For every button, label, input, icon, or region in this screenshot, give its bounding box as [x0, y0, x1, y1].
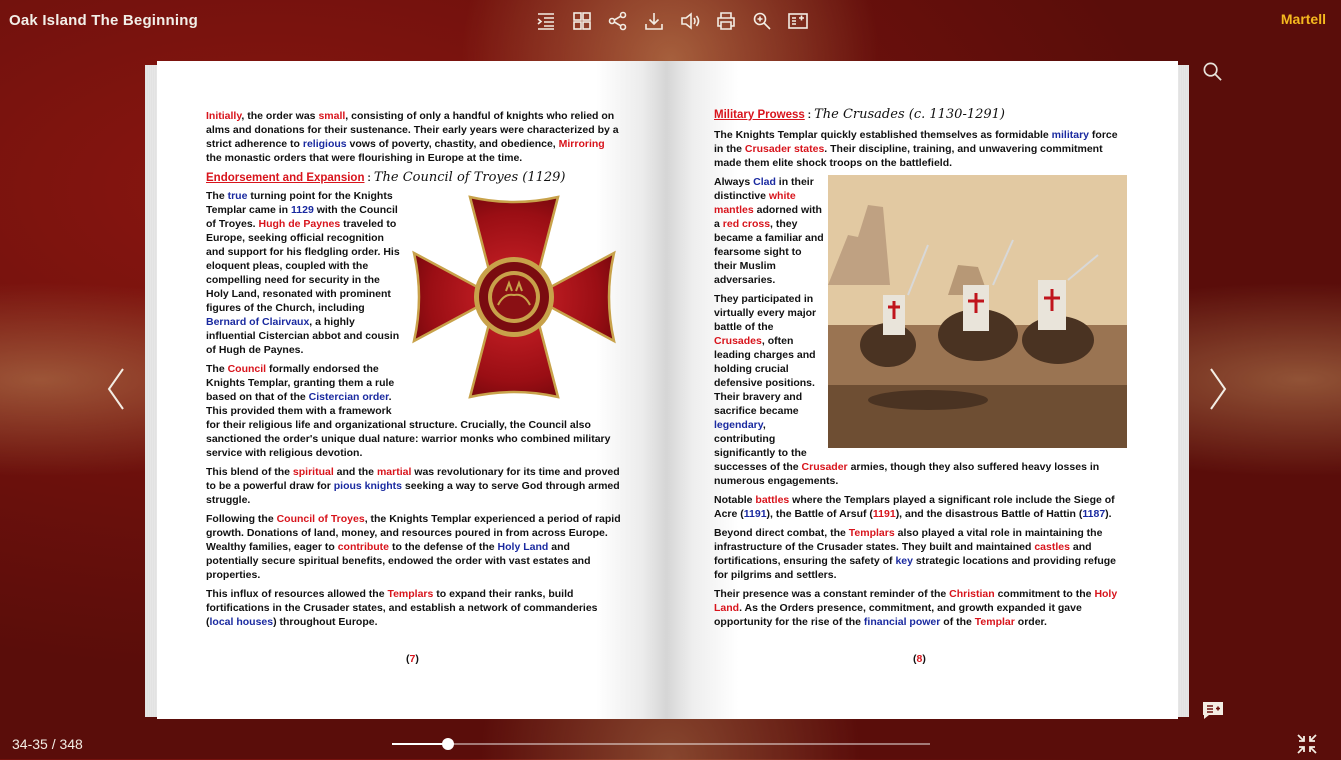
highlight-red: Council of Troyes: [276, 513, 365, 525]
left-page-number: (7): [406, 653, 419, 665]
text-run: This influx of resources allowed the: [206, 588, 388, 600]
highlight-blue: Bernard of Clairvaux: [206, 316, 310, 328]
print-icon: [715, 10, 737, 32]
text-run: , the Knights Templar experienced a period of rapid growth. Donations of land, money, and resources poured in from across Europe. Wealthy families, eager to: [206, 513, 621, 553]
sound-button[interactable]: [672, 7, 708, 35]
text-run: They participated in virtually every major battle of the: [714, 293, 817, 333]
text-run: ), and the disastrous Battle of Hattin (: [895, 508, 1083, 520]
highlight-blue: religious: [302, 138, 347, 150]
heading-military-prowess: Military Prowess: [714, 109, 805, 121]
text-run: formally endorsed the Knights Templar, granting them a rule based on that of the: [206, 363, 395, 403]
highlight-red: Templars: [387, 588, 434, 600]
text-run: ).: [1105, 508, 1112, 520]
highlight-red: Crusader states: [744, 143, 825, 155]
right-paragraph-5: [714, 526, 1127, 582]
zoom-button[interactable]: [744, 7, 780, 35]
top-bar: [0, 0, 1341, 42]
notes-button[interactable]: [780, 7, 816, 35]
chevron-left-icon: [105, 366, 127, 412]
search-button[interactable]: [1202, 61, 1224, 83]
text-run: , they became a familiar and fearsome sight to their Muslim adversaries.: [714, 218, 824, 286]
text-run: and the: [333, 466, 377, 478]
exit-fullscreen-button[interactable]: [1296, 733, 1318, 755]
text-run: strategic locations and providing refuge for pilgrims and settlers.: [714, 555, 1117, 581]
highlight-red: battles: [755, 494, 790, 506]
text-run: to the defense of the: [389, 541, 498, 553]
comment-add-icon: [1201, 700, 1225, 720]
text-run: Following the: [206, 513, 277, 525]
text-run: The: [206, 190, 228, 202]
highlight-red: Mirroring: [558, 138, 605, 150]
chevron-right-icon: [1207, 366, 1229, 412]
highlight-blue: military: [1051, 129, 1090, 141]
highlight-red: white mantles: [714, 190, 796, 216]
download-icon: [643, 10, 665, 32]
text-run: ) throughout Europe.: [273, 616, 378, 628]
highlight-blue: Cistercian order: [308, 391, 389, 403]
print-button[interactable]: [708, 7, 744, 35]
text-run: , often leading charges and holding crucial defensive positions. Their bravery and sacrifice became: [714, 335, 816, 417]
add-annotation-button[interactable]: [1201, 700, 1225, 720]
text-run: . This provided them with a framework for their religious life and organizational structure. Crucially, the Council also sanctioned the order's unique dual nature: warrior monks who combined military service with religious devotion.: [206, 391, 611, 459]
next-page-button[interactable]: [1207, 366, 1229, 412]
notes-icon: [787, 10, 809, 32]
text-run: seeking a way to serve God through armed struggle.: [206, 480, 620, 506]
highlight-red: martial: [376, 466, 412, 478]
text-run: vows of poverty, chastity, and obedience,: [346, 138, 559, 150]
text-run: . As the Orders presence, commitment, and growth expanded it gave opportunity for the rise of the: [714, 602, 1082, 628]
highlight-red: Hugh de Paynes: [258, 218, 341, 230]
left-page[interactable]: [157, 61, 668, 719]
templar-cross-icon: [406, 189, 622, 405]
highlight-blue: legendary: [714, 419, 763, 431]
subheading-council: The Council of Troyes (1129): [373, 170, 566, 185]
heading-endorsement: Endorsement and Expansion: [206, 172, 365, 184]
zoom-icon: [751, 10, 773, 32]
text-run: the monastic orders that were flourishing in Europe at the time.: [206, 152, 523, 164]
highlight-red: Crusades: [714, 335, 762, 347]
text-run: , the order was: [241, 110, 319, 122]
text-run: adorned with a: [714, 204, 822, 230]
text-run: turning point for the Knights Templar came in: [206, 190, 393, 216]
text-run: Notable: [714, 494, 756, 506]
highlight-red: 1191: [872, 508, 896, 520]
left-paragraph-1: [206, 109, 622, 165]
search-icon: [1202, 61, 1223, 82]
highlight-red: Council: [227, 363, 267, 375]
text-run: where the Templars played a significant role include the Siege of Acre (: [714, 494, 1115, 520]
previous-page-button[interactable]: [105, 366, 127, 412]
thumbnails-button[interactable]: [564, 7, 600, 35]
highlight-blue: true: [227, 190, 248, 202]
text-run: to expand their ranks, build fortifications in the Crusader states, and establish a network of commanderies (: [206, 588, 598, 628]
text-run: , contributing significantly to the successes of the: [714, 419, 807, 473]
battle-scene-icon: [828, 175, 1127, 448]
brand-logo[interactable]: Martell: [1280, 11, 1326, 27]
highlight-red: Holy Land: [714, 588, 1118, 614]
right-section-heading: Military Prowess : The Crusades (c. 1130-1291): [714, 107, 1006, 122]
right-page-edge: [1177, 65, 1189, 717]
left-paragraph-6: [206, 587, 622, 629]
bottom-bar: [0, 726, 1341, 759]
share-icon: [607, 10, 629, 32]
right-page[interactable]: [667, 61, 1178, 719]
right-paragraph-6: [714, 587, 1127, 629]
text-run: in their distinctive: [714, 176, 814, 202]
highlight-blue: pious knights: [333, 480, 403, 492]
highlight-red: contribute: [337, 541, 390, 553]
highlight-red: red cross: [722, 218, 771, 230]
sound-icon: [679, 10, 701, 32]
text-run: , consisting of only a handful of knights who relied on alms and donations for their sustenance. Their early years were characterized by a strict adherence to: [206, 110, 619, 150]
subheading-crusades: The Crusades (c. 1130-1291): [814, 107, 1006, 122]
text-run: also played a vital role in maintaining the infrastructure of the Crusader states. They built and maintained: [714, 527, 1103, 553]
text-run: Beyond direct combat, the: [714, 527, 849, 539]
templar-cross-image: [406, 189, 622, 405]
text-run: and fortifications, ensuring the safety of: [714, 541, 1092, 567]
text-run: commitment to the: [994, 588, 1095, 600]
highlight-red: Templars: [848, 527, 895, 539]
highlight-blue: 1129: [291, 204, 314, 216]
book-spread: [145, 61, 1189, 719]
thumbnails-icon: [571, 10, 593, 32]
highlight-red: Christian: [949, 588, 995, 600]
highlight-blue: Clad: [753, 176, 776, 188]
text-run: Their presence was a constant reminder of the: [714, 588, 950, 600]
highlight-red: Templar: [974, 616, 1015, 628]
highlight-blue: key: [895, 555, 913, 567]
text-run: This blend of the: [206, 466, 293, 478]
highlight-red: small: [318, 110, 346, 122]
text-run: armies, though they also suffered heavy losses in numerous engagements.: [714, 461, 1100, 487]
left-paragraph-4: [206, 465, 622, 507]
exit-fullscreen-icon: [1296, 733, 1318, 755]
book-title: Oak Island The Beginning: [9, 12, 198, 29]
toc-icon: [535, 10, 557, 32]
text-run: order.: [1014, 616, 1047, 628]
highlight-blue: Holy Land: [497, 541, 549, 553]
left-paragraph-5: [206, 512, 622, 582]
text-run: The: [206, 363, 228, 375]
highlight-red: Crusader: [801, 461, 848, 473]
text-run: with the Council of Troyes.: [206, 204, 398, 230]
toolbar: [528, 7, 816, 35]
left-page-edge: [145, 65, 157, 717]
highlight-blue: 1191: [743, 508, 767, 520]
crusade-battle-image: [828, 175, 1127, 448]
highlight-blue: financial power: [863, 616, 941, 628]
text-run: traveled to Europe, seeking official recognition and support for his fledgling order. His eloquent pleas, coupled with the compelling need for security in the Holy Land, resonated with prominent figures of the Church, including: [206, 218, 400, 314]
text-run: Always: [714, 176, 754, 188]
highlight-red: spiritual: [292, 466, 334, 478]
text-run: , a highly influential Cistercian abbot and cousin of Hugh de Paynes.: [206, 316, 400, 356]
highlight-blue: local houses: [209, 616, 274, 628]
text-run: and potentially secure spiritual benefits, endowed the order with vast estates and properties.: [206, 541, 591, 581]
toc-button[interactable]: [528, 7, 564, 35]
page-slider[interactable]: [392, 743, 930, 745]
page-slider-handle[interactable]: [442, 738, 454, 750]
text-run: . Their discipline, training, and unwavering commitment made them elite shock troops on the battlefield.: [714, 143, 1103, 169]
highlight-red: Initially: [206, 110, 242, 122]
text-run: of the: [940, 616, 975, 628]
right-paragraph-1: [714, 128, 1127, 170]
right-page-number: (8): [913, 653, 926, 665]
share-button[interactable]: [600, 7, 636, 35]
download-button[interactable]: [636, 7, 672, 35]
text-run: The Knights Templar quickly established themselves as formidable: [714, 129, 1052, 141]
text-run: ), the Battle of Arsuf (: [766, 508, 873, 520]
text-run: force in the: [714, 129, 1118, 155]
highlight-blue: 1187: [1082, 508, 1106, 520]
highlight-red: castles: [1034, 541, 1070, 553]
right-paragraph-4: [714, 493, 1127, 521]
text-run: was revolutionary for its time and proved to be a powerful draw for: [206, 466, 620, 492]
left-section-heading: Endorsement and Expansion : The Council of Troyes (1129): [206, 170, 566, 185]
page-slider-fill: [392, 743, 448, 745]
page-indicator: 34-35 / 348: [12, 736, 83, 752]
